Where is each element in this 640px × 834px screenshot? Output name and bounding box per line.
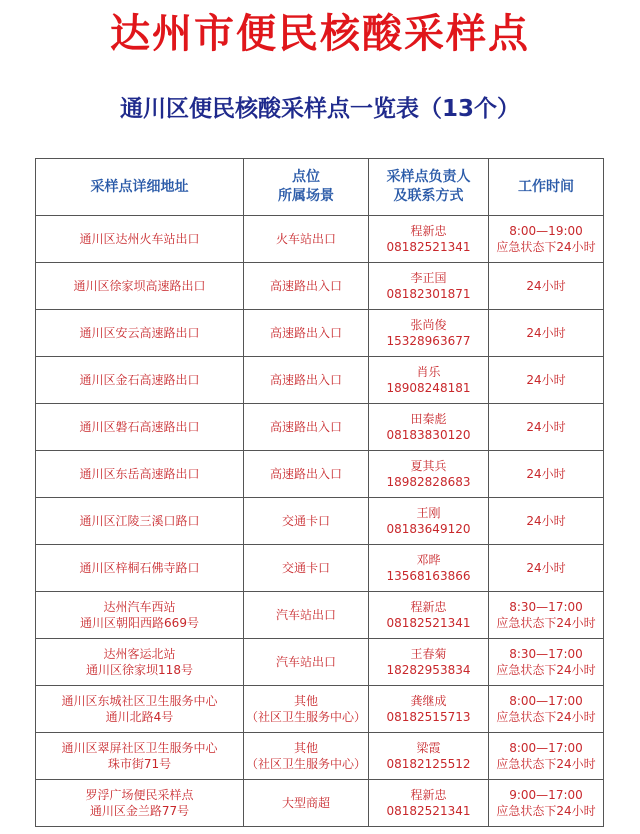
cell-scene	[244, 357, 369, 404]
cell-hours-line: 24小时	[526, 467, 566, 481]
cell-contact-line: 18982828683	[386, 475, 471, 489]
table-row	[36, 357, 604, 404]
cell-hours-line: 应急状态下24小时	[496, 710, 596, 724]
cell-hours	[489, 216, 604, 263]
cell-contact	[369, 639, 489, 686]
cell-address-line: 通川北路4号	[105, 710, 174, 724]
table-row	[36, 263, 604, 310]
cell-scene	[244, 639, 369, 686]
cell-contact-line: 08182515713	[386, 710, 471, 724]
cell-contact-line: 张尚俊	[410, 318, 447, 332]
cell-hours	[489, 498, 604, 545]
cell-hours-line: 24小时	[526, 279, 566, 293]
cell-hours-line: 24小时	[526, 561, 566, 575]
header-address: 采样点详细地址	[36, 159, 244, 216]
table-row	[36, 498, 604, 545]
cell-contact	[369, 733, 489, 780]
cell-hours	[489, 733, 604, 780]
cell-scene	[244, 216, 369, 263]
cell-address	[36, 451, 244, 498]
cell-scene-line: 汽车站出口	[275, 608, 336, 622]
cell-address	[36, 686, 244, 733]
cell-contact	[369, 216, 489, 263]
cell-scene	[244, 404, 369, 451]
cell-address-line: 通川区梓桐石佛寺路口	[79, 561, 200, 575]
cell-hours-line: 9:00—17:00	[509, 788, 583, 802]
cell-contact-line: 18908248181	[386, 381, 471, 395]
cell-address	[36, 780, 244, 827]
cell-contact-line: 李正国	[410, 271, 447, 285]
cell-address-line: 通川区达州火车站出口	[79, 232, 200, 246]
table-row	[36, 780, 604, 827]
header-contact: 采样点负责人 及联系方式	[369, 159, 489, 216]
cell-scene	[244, 686, 369, 733]
cell-scene	[244, 592, 369, 639]
cell-contact-line: 08182301871	[386, 287, 471, 301]
header-hours: 工作时间	[489, 159, 604, 216]
cell-hours	[489, 357, 604, 404]
cell-contact-line: 王春菊	[410, 647, 447, 661]
cell-hours	[489, 451, 604, 498]
cell-address-line: 通川区东岳高速路出口	[79, 467, 200, 481]
cell-hours	[489, 404, 604, 451]
cell-address-line: 通川区翠屏社区卫生服务中心	[61, 741, 218, 755]
cell-hours-line: 8:00—17:00	[509, 694, 583, 708]
cell-contact-line: 王刚	[416, 506, 441, 520]
cell-address-line: 通川区金兰路77号	[89, 804, 190, 818]
cell-contact	[369, 686, 489, 733]
cell-scene-line: 高速路出入口	[269, 326, 342, 340]
cell-contact-line: 08182125512	[386, 757, 471, 771]
cell-contact	[369, 263, 489, 310]
cell-contact	[369, 545, 489, 592]
cell-contact	[369, 780, 489, 827]
cell-contact-line: 程新忠	[410, 600, 447, 614]
cell-address-line: 罗浮广场便民采样点	[85, 788, 194, 802]
cell-contact-line: 程新忠	[410, 788, 447, 802]
cell-address-line: 通川区磐石高速路出口	[79, 420, 200, 434]
cell-address-line: 通川区金石高速路出口	[79, 373, 200, 387]
cell-address	[36, 545, 244, 592]
cell-contact	[369, 592, 489, 639]
cell-contact-line: 田秦彪	[410, 412, 447, 426]
table-row	[36, 686, 604, 733]
cell-hours-line: 24小时	[526, 373, 566, 387]
cell-address-line: 通川区安云高速路出口	[79, 326, 200, 340]
cell-hours-line: 应急状态下24小时	[496, 663, 596, 677]
cell-scene	[244, 733, 369, 780]
cell-scene-line: （社区卫生服务中心）	[246, 757, 367, 771]
cell-address	[36, 498, 244, 545]
cell-hours-line: 24小时	[526, 326, 566, 340]
table-row	[36, 733, 604, 780]
cell-scene-line: 汽车站出口	[275, 655, 336, 669]
cell-address	[36, 310, 244, 357]
cell-hours-line: 24小时	[526, 514, 566, 528]
cell-scene-line: 高速路出入口	[269, 279, 342, 293]
cell-contact-line: 08182521341	[386, 240, 471, 254]
cell-scene-line: 其他	[293, 741, 318, 755]
table-row	[36, 404, 604, 451]
table-row	[36, 639, 604, 686]
cell-address-line: 珠市街71号	[107, 757, 172, 771]
cell-hours-line: 8:00—19:00	[509, 224, 583, 238]
cell-scene	[244, 545, 369, 592]
cell-contact	[369, 451, 489, 498]
cell-hours	[489, 592, 604, 639]
cell-scene-line: （社区卫生服务中心）	[246, 710, 367, 724]
cell-hours-line: 应急状态下24小时	[496, 757, 596, 771]
cell-address-line: 通川区江陵三溪口路口	[79, 514, 200, 528]
table-row	[36, 592, 604, 639]
cell-scene-line: 交通卡口	[281, 561, 330, 575]
cell-contact-line: 15328963677	[386, 334, 471, 348]
cell-contact	[369, 310, 489, 357]
cell-hours-line: 应急状态下24小时	[496, 240, 596, 254]
cell-hours-line: 应急状态下24小时	[496, 616, 596, 630]
page-title: 达州市便民核酸采样点	[110, 10, 530, 57]
cell-hours-line: 8:30—17:00	[509, 647, 583, 661]
cell-address	[36, 733, 244, 780]
cell-contact-line: 13568163866	[386, 569, 471, 583]
cell-hours	[489, 686, 604, 733]
cell-scene	[244, 451, 369, 498]
cell-contact-line: 08182521341	[386, 616, 471, 630]
cell-address	[36, 216, 244, 263]
cell-address-line: 达州客运北站	[103, 647, 176, 661]
header-row	[36, 159, 604, 216]
cell-scene-line: 交通卡口	[281, 514, 330, 528]
cell-scene-line: 大型商超	[281, 796, 330, 810]
cell-contact-line: 08182521341	[386, 804, 471, 818]
cell-contact-line: 08183649120	[386, 522, 471, 536]
cell-address	[36, 357, 244, 404]
cell-hours-line: 24小时	[526, 420, 566, 434]
cell-hours-line: 8:00—17:00	[509, 741, 583, 755]
cell-hours	[489, 545, 604, 592]
cell-hours	[489, 780, 604, 827]
cell-hours	[489, 263, 604, 310]
cell-hours	[489, 639, 604, 686]
cell-address-line: 通川区徐家坝118号	[86, 663, 193, 677]
cell-contact-line: 梁霞	[416, 741, 441, 755]
cell-contact	[369, 498, 489, 545]
cell-scene-line: 高速路出入口	[269, 373, 342, 387]
cell-address	[36, 263, 244, 310]
cell-hours-line: 应急状态下24小时	[496, 804, 596, 818]
header-scene: 点位 所属场景	[244, 159, 369, 216]
table-row	[36, 451, 604, 498]
cell-address-line: 通川区朝阳西路669号	[80, 616, 199, 630]
cell-address-line: 达州汽车西站	[103, 600, 176, 614]
cell-contact-line: 18282953834	[386, 663, 471, 677]
cell-scene-line: 高速路出入口	[269, 467, 342, 481]
cell-contact-line: 龚继成	[410, 694, 447, 708]
cell-scene	[244, 498, 369, 545]
cell-address-line: 通川区东城社区卫生服务中心	[61, 694, 218, 708]
table-row	[36, 216, 604, 263]
cell-scene-line: 高速路出入口	[269, 420, 342, 434]
cell-hours	[489, 310, 604, 357]
table-row	[36, 545, 604, 592]
cell-contact	[369, 404, 489, 451]
cell-contact	[369, 357, 489, 404]
cell-address	[36, 639, 244, 686]
cell-contact-line: 邓晔	[416, 553, 441, 567]
cell-scene	[244, 310, 369, 357]
cell-address	[36, 404, 244, 451]
table-title: 通川区便民核酸采样点一览表（13个）	[119, 96, 520, 122]
cell-contact-line: 夏其兵	[410, 459, 447, 473]
cell-address-line: 通川区徐家坝高速路出口	[73, 279, 206, 293]
cell-contact-line: 08183830120	[386, 428, 471, 442]
cell-scene-line: 其他	[293, 694, 318, 708]
cell-scene	[244, 263, 369, 310]
cell-contact-line: 程新忠	[410, 224, 447, 238]
sampling-sites-table	[35, 158, 604, 827]
cell-scene-line: 火车站出口	[275, 232, 336, 246]
table-row	[36, 310, 604, 357]
cell-scene	[244, 780, 369, 827]
cell-address	[36, 592, 244, 639]
cell-hours-line: 8:30—17:00	[509, 600, 583, 614]
cell-contact-line: 肖乐	[416, 365, 441, 379]
